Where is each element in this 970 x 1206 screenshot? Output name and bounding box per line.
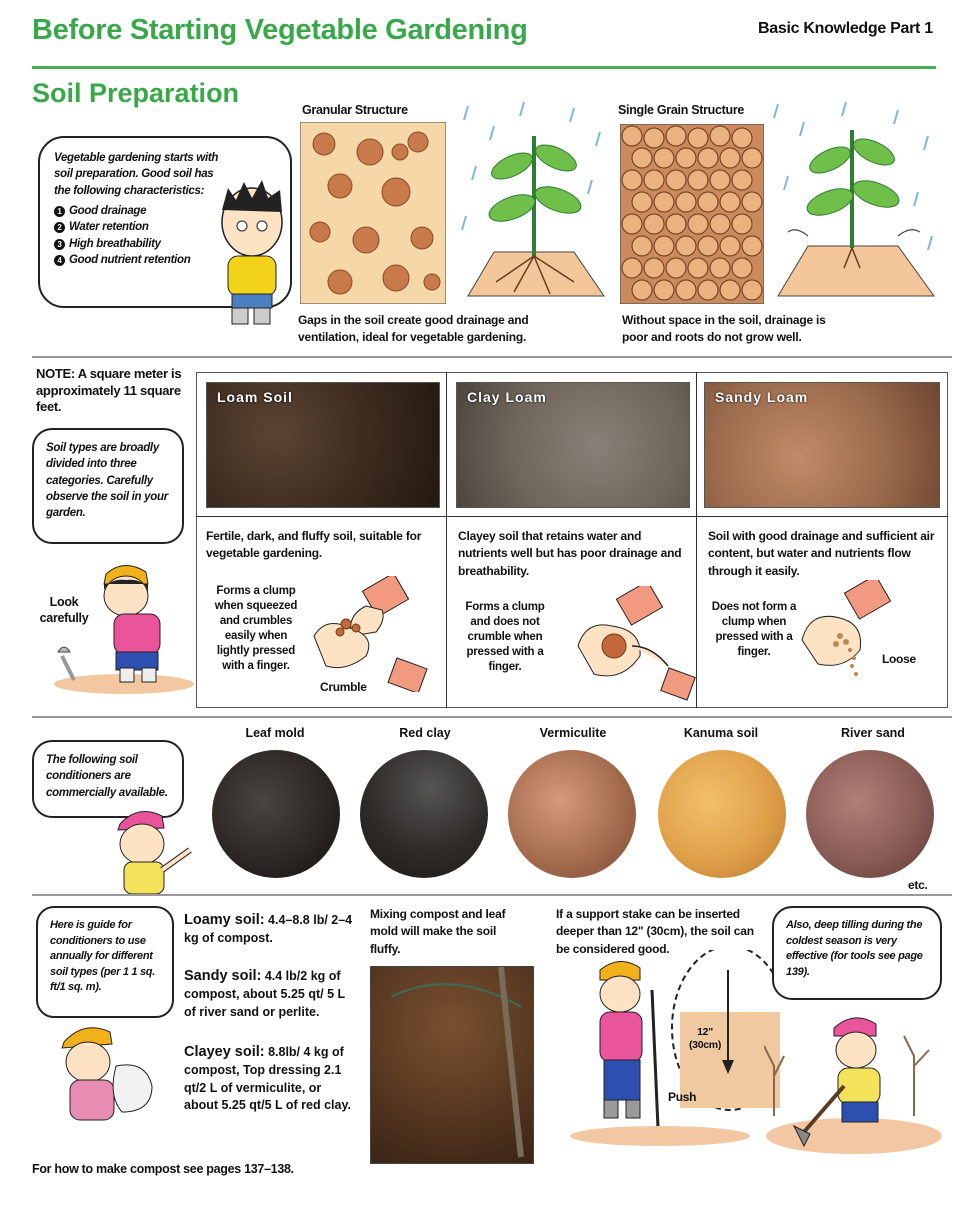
compost-photo bbox=[370, 966, 534, 1164]
loamy-text: 4.4–8.8 lb/ 2–4 kg of compost. bbox=[184, 913, 353, 946]
loose-tag: Loose bbox=[882, 652, 916, 666]
note-text: NOTE: A square meter is approximately 11 square feet. bbox=[36, 366, 182, 415]
clay-loam-photo bbox=[456, 382, 690, 508]
boy-character-illustration bbox=[206, 170, 296, 330]
loamy-label: Loamy soil: bbox=[184, 912, 265, 928]
soil-grid-divider-v1 bbox=[446, 372, 447, 708]
list-item: High breathability bbox=[54, 236, 276, 252]
clay-loam-label: Clay Loam bbox=[467, 389, 547, 405]
granular-label: Granular Structure bbox=[302, 103, 408, 117]
loam-desc: Fertile, dark, and fluffy soil, suitable for vegetable gardening. bbox=[206, 529, 422, 561]
conditioner-label: Kanuma soil bbox=[683, 726, 759, 740]
compost-photo-detail bbox=[371, 967, 535, 1165]
header-rule bbox=[32, 66, 936, 69]
clay-loam-test: Forms a clump and does not crumble when pressed with a finger. bbox=[465, 601, 545, 673]
guide-loamy bbox=[184, 910, 360, 948]
tilling-bubble: Also, deep tilling during the coldest season is very effective (for tools see page 139). bbox=[772, 906, 942, 1000]
clayey-label: Clayey soil: bbox=[184, 1044, 265, 1060]
soil-types-bubble: Soil types are broadly divided into three categories. Carefully observe the soil in your garden. bbox=[32, 428, 184, 544]
sandy-loam-desc: Soil with good drainage and sufficient air content, but water and nutrients flow through it easily. bbox=[708, 529, 935, 578]
list-item: Good drainage bbox=[54, 203, 276, 219]
healthy-plant-illustration bbox=[454, 96, 614, 302]
stake-text: If a support stake can be inserted deeper than 12" (30cm), the soil can be considered good. bbox=[556, 907, 754, 956]
hand-crumble-illustration bbox=[306, 576, 430, 692]
sandy-label: Sandy soil: bbox=[184, 968, 262, 984]
single-grain-label: Single Grain Structure bbox=[618, 103, 745, 117]
weak-plant-illustration bbox=[768, 96, 940, 302]
section-rule-1 bbox=[32, 356, 952, 358]
river-sand-sample bbox=[806, 750, 934, 878]
sandy-loam-photo bbox=[704, 382, 940, 508]
clayey-text: 8.8lb/ 4 kg of compost, Top dressing 2.1 qt/2 L of vermiculite, or about 5.25 qt/5 L of red clay. bbox=[184, 1045, 351, 1113]
granular-structure-illustration bbox=[300, 122, 446, 304]
page-title: Before Starting Vegetable Gardening bbox=[32, 14, 528, 46]
stake-test-illustration bbox=[560, 950, 780, 1150]
list-item: Good nutrient retention bbox=[54, 252, 276, 268]
sandy-loam-test: Does not form a clump when pressed with a finger. bbox=[711, 601, 797, 658]
guide-clayey bbox=[184, 1042, 354, 1115]
girl-with-bag-illustration bbox=[56, 1016, 176, 1126]
conditioner-label: River sand bbox=[841, 726, 905, 740]
intro-text: Vegetable gardening starts with soil preparation. Good soil has the following characteristics: bbox=[54, 152, 219, 197]
red-clay-sample bbox=[360, 750, 488, 878]
sandy-text: 4.4 lb/2 kg of compost, about 5.25 qt/ 5 L of river sand or perlite. bbox=[184, 969, 345, 1019]
look-carefully-label: Look carefully bbox=[39, 595, 89, 626]
conditioner-label: Leaf mold bbox=[245, 726, 305, 740]
loam-soil-photo bbox=[206, 382, 440, 508]
girl-looking-illustration bbox=[44, 556, 194, 696]
hand-clump-illustration bbox=[572, 586, 696, 702]
section-rule-3 bbox=[32, 894, 952, 896]
tilling-illustration bbox=[764, 1006, 944, 1156]
conditioner-label: Red clay bbox=[399, 726, 451, 740]
leaf-mold-sample bbox=[212, 750, 340, 878]
list-item: Water retention bbox=[54, 219, 276, 235]
soil-grid-divider-h bbox=[196, 516, 948, 517]
soil-grid-divider-v2 bbox=[696, 372, 697, 708]
single-grain-caption: Without space in the soil, drainage is poor and roots do not grow well. bbox=[622, 313, 826, 345]
sandy-loam-label: Sandy Loam bbox=[715, 389, 809, 405]
vermiculite-sample bbox=[508, 750, 636, 878]
part-label: Basic Knowledge Part 1 bbox=[758, 20, 933, 37]
conditioners-bubble: The following soil conditioners are commercially available. bbox=[32, 740, 184, 818]
stake-depth-label: 12" (30cm) bbox=[688, 1026, 722, 1051]
footer-note: For how to make compost see pages 137–138. bbox=[32, 1162, 294, 1176]
loam-soil-label: Loam Soil bbox=[217, 389, 293, 405]
kanuma-soil-sample bbox=[658, 750, 786, 878]
conditioner-label: Vermiculite bbox=[539, 726, 607, 740]
guide-sandy bbox=[184, 966, 360, 1021]
single-grain-structure-illustration bbox=[620, 124, 764, 304]
push-label: Push bbox=[668, 1090, 697, 1104]
section-title: Soil Preparation bbox=[32, 78, 240, 108]
loam-test: Forms a clump when squeezed and crumbles easily when lightly pressed with a finger. bbox=[214, 585, 298, 672]
etc-label: etc. bbox=[908, 878, 928, 892]
crumble-tag: Crumble bbox=[320, 680, 367, 694]
clay-loam-desc: Clayey soil that retains water and nutrients well but has poor drainage and breathability. bbox=[458, 529, 682, 578]
mixing-text: Mixing compost and leaf mold will make the soil fluffy. bbox=[370, 907, 506, 956]
granular-caption: Gaps in the soil create good drainage and ventilation, ideal for vegetable gardening. bbox=[298, 313, 529, 345]
girl-pointing-illustration bbox=[110, 800, 200, 896]
section-rule-2 bbox=[32, 716, 952, 718]
guide-bubble: Here is guide for conditioners to use annually for different soil types (per 1 1 sq. ft/1 sq. m). bbox=[36, 906, 174, 1018]
